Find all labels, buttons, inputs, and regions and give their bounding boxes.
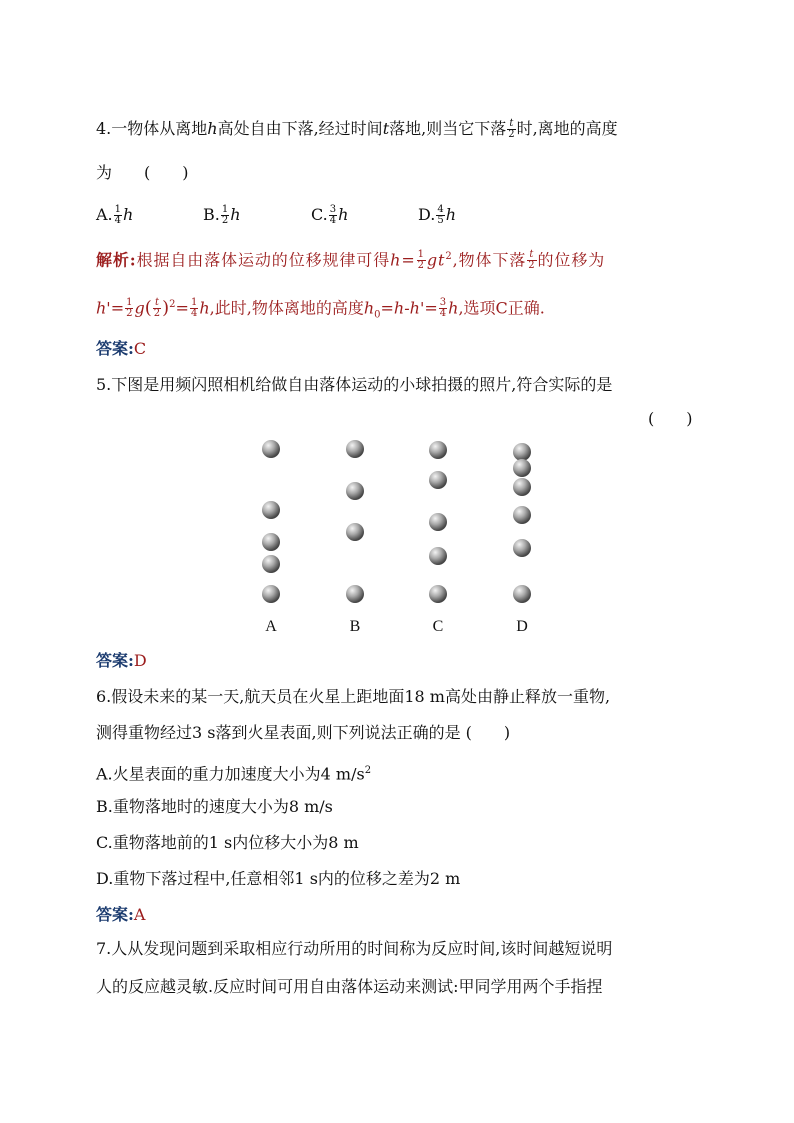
q6-answer: 答案:A xyxy=(96,905,146,924)
q6-option-c: C.重物落地前的1 s内位移大小为8 m xyxy=(96,833,359,852)
answer-label: 答案: xyxy=(96,651,134,670)
ball-a-2 xyxy=(262,501,280,519)
q6-option-b: B.重物落地时的速度大小为8 m/s xyxy=(96,797,333,816)
q4-answer: 答案:C xyxy=(96,339,147,358)
q4-option-d: D. $\frac{4}{5}$ h xyxy=(418,204,457,226)
analysis-label: 解析: xyxy=(96,250,137,270)
ball-c-2 xyxy=(429,471,447,489)
q4-analysis-line2: h'= $\frac{1}{2}$ g( $\frac{t}{2}$ )$^2$= $\frac{1}{4}$ h,此时,物体离地的高度$h_0=h-h'=$ $\frac{3}{4}$ h,选项C正确. xyxy=(96,297,545,321)
column-label-d: D xyxy=(516,618,528,635)
ball-c-4 xyxy=(429,547,447,565)
q4-option-a: A. $\frac{1}{4}$ h xyxy=(96,204,134,226)
ball-b-4 xyxy=(346,585,364,603)
ball-b-1 xyxy=(346,440,364,458)
q6-stem-line2: 测得重物经过3 s落到火星表面,则下列说法正确的是 ( ) xyxy=(96,723,511,742)
ball-a-3 xyxy=(262,533,280,551)
ball-d-3 xyxy=(513,478,531,496)
ball-d-6 xyxy=(513,585,531,603)
ball-b-2 xyxy=(346,482,364,500)
ball-c-1 xyxy=(429,441,447,459)
ball-d-2 xyxy=(513,459,531,477)
ball-c-3 xyxy=(429,513,447,531)
column-label-b: B xyxy=(349,618,361,635)
q6-option-a: A.火星表面的重力加速度大小为4 $m/s^2$ xyxy=(96,764,372,784)
ball-a-1 xyxy=(262,440,280,458)
answer-blank: ( ) xyxy=(144,163,189,182)
column-label-a: A xyxy=(265,618,277,635)
q7-stem-line2: 人的反应越灵敏.反应时间可用自由落体运动来测试:甲同学用两个手指捏 xyxy=(96,977,603,996)
q4-analysis-line1: 解析:根据自由落体运动的位移规律可得h= $\frac{1}{2}$ $gt^2$,物体下落 $\frac{t}{2}$ 的位移为 xyxy=(96,249,606,272)
q4-option-c: C. $\frac{3}{4}$ h xyxy=(311,204,349,226)
q4-stem-line1: 4.一物体从离地h高处自由下落,经过时间t落地,则当它下落 $\frac{t}{2}$ 时,离地的高度 xyxy=(96,118,618,140)
ball-a-5 xyxy=(262,585,280,603)
q4-stem-line2: 为 ( ) xyxy=(96,163,189,182)
q6-stem-line1: 6.假设未来的某一天,航天员在火星上距地面18 m高处由静止释放一重物, xyxy=(96,687,611,706)
q6-option-d: D.重物下落过程中,任意相邻1 s内的位移之差为2 m xyxy=(96,869,461,888)
answer-label: 答案: xyxy=(96,905,134,924)
ball-c-5 xyxy=(429,585,447,603)
q4-option-b: B. $\frac{1}{2}$ h xyxy=(203,204,241,226)
q5-stem: 5.下图是用频闪照相机给做自由落体运动的小球拍摄的照片,符合实际的是 xyxy=(96,375,613,394)
q7-stem-line1: 7.人从发现问题到采取相应行动所用的时间称为反应时间,该时间越短说明 xyxy=(96,939,613,958)
ball-b-3 xyxy=(346,523,364,541)
q5-answer: 答案:D xyxy=(96,651,147,670)
ball-a-4 xyxy=(262,555,280,573)
answer-label: 答案: xyxy=(96,339,134,358)
column-label-c: C xyxy=(432,618,444,635)
ball-d-5 xyxy=(513,539,531,557)
ball-d-4 xyxy=(513,506,531,524)
q5-answer-blank: ( ) xyxy=(648,409,693,428)
